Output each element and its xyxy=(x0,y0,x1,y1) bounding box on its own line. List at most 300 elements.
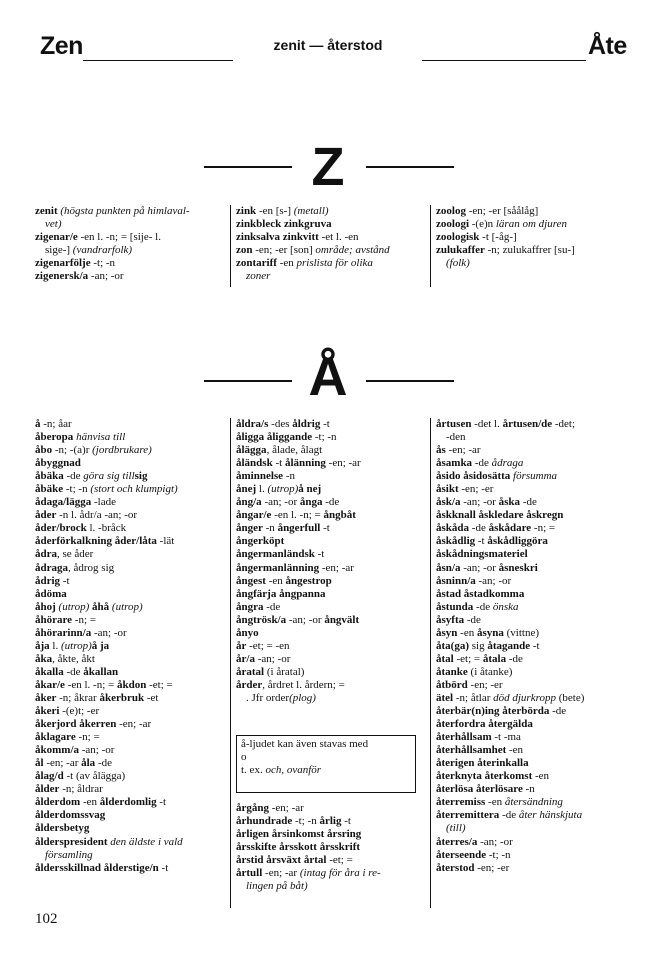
entry-headword: ås xyxy=(436,444,446,457)
entry-headword: ålägga xyxy=(236,444,267,457)
entry-headword: åskådlig xyxy=(436,535,476,548)
entry-grammar: -en xyxy=(532,770,550,783)
entry-grammar: -n; = xyxy=(75,731,100,744)
entry-headword: zontariff xyxy=(236,257,277,270)
dictionary-entry xyxy=(35,509,227,522)
entry-grammar: -en; -er xyxy=(467,678,503,691)
dictionary-entry xyxy=(436,770,632,783)
entry-headword: ångra xyxy=(236,600,264,613)
entry-grammar: (i åratal) xyxy=(264,665,305,678)
entry-grammar: -en l. -n; = [sije- l. xyxy=(77,231,161,244)
entry-headword: å ja xyxy=(91,639,110,652)
entry-headword: ångbåt xyxy=(323,509,356,522)
dictionary-entry xyxy=(436,231,628,244)
dictionary-entry xyxy=(35,862,227,875)
entry-grammar: -en xyxy=(276,257,297,270)
entry-headword: åtala xyxy=(482,652,507,665)
entry-headword: ådöma xyxy=(35,587,67,600)
entry-headword: ångest xyxy=(236,574,266,587)
note-line-3 xyxy=(241,764,411,777)
entry-headword: åskådliggöra xyxy=(487,535,548,548)
dictionary-entry xyxy=(35,205,227,218)
dictionary-entry xyxy=(35,849,227,862)
entry-headword: åstad åstadkomma xyxy=(436,587,525,600)
entry-headword: åsyfta xyxy=(436,613,465,626)
dictionary-entry xyxy=(436,457,632,470)
entry-headword: å xyxy=(35,418,41,430)
entry-grammar: -en; -ar xyxy=(325,457,361,470)
entry-definition: (till) xyxy=(446,822,466,835)
entry-headword: ådraga xyxy=(35,561,68,574)
entry-headword: zinksalva zinkvitt xyxy=(236,231,319,244)
dictionary-entry xyxy=(436,575,632,588)
entry-definition: ådraga xyxy=(491,457,524,470)
dictionary-entry xyxy=(35,731,227,744)
entry-headword: åska xyxy=(498,496,521,509)
entry-definition: (utrop) xyxy=(267,483,299,496)
section-z-dash-right xyxy=(366,166,454,168)
entry-headword: åsido åsidosätta xyxy=(436,470,511,483)
entry-grammar: -de xyxy=(263,600,281,613)
entry-headword: åbo xyxy=(35,444,53,457)
entry-headword: återigen återinkalla xyxy=(436,757,529,770)
section-a-column-2-continued xyxy=(236,802,426,893)
dictionary-entry xyxy=(436,483,632,496)
dictionary-entry xyxy=(436,796,632,809)
entry-grammar: -n; zulukaffrer [su-] xyxy=(484,244,575,257)
entry-grammar: -en xyxy=(80,796,100,809)
dictionary-entry xyxy=(35,522,227,535)
entry-grammar: -lät xyxy=(156,535,175,548)
dictionary-entry xyxy=(236,444,426,457)
entry-headword: åtbörd xyxy=(436,678,468,691)
entry-grammar: -de xyxy=(506,652,523,665)
dictionary-entry xyxy=(436,205,628,218)
entry-definition: zoner xyxy=(246,270,271,283)
left-guide-word: Zen xyxy=(40,32,83,60)
dictionary-entry xyxy=(436,836,632,849)
entry-definition: (plog) xyxy=(289,691,316,704)
entry-grammar: -lade xyxy=(91,496,116,509)
dictionary-entry xyxy=(35,457,227,470)
entry-grammar: -en l. -n; = xyxy=(64,678,117,691)
entry-grammar: -n xyxy=(262,522,278,535)
entry-headword: åtanke xyxy=(436,665,468,678)
dictionary-entry xyxy=(236,802,426,815)
entry-headword: årgång xyxy=(236,802,269,814)
entry-grammar: -en; -ar xyxy=(445,444,481,457)
entry-grammar: -n; = xyxy=(72,613,97,626)
column-rule xyxy=(230,418,231,908)
section-a-letter: Å xyxy=(308,347,348,407)
entry-grammar: -n; -(a)r xyxy=(52,444,93,457)
entry-headword: ålänning xyxy=(284,457,326,470)
entry-grammar: (bete) xyxy=(555,691,585,704)
entry-grammar: -et; = -en xyxy=(246,639,290,652)
entry-grammar: -de xyxy=(95,757,112,770)
dictionary-entry xyxy=(236,218,426,231)
entry-headword: zoologisk xyxy=(436,231,480,244)
entry-headword: åla xyxy=(81,757,96,770)
dictionary-entry xyxy=(35,601,227,614)
entry-headword: återremittera xyxy=(436,809,500,822)
entry-grammar: -(e)t; -er xyxy=(59,705,100,718)
dictionary-entry xyxy=(436,849,632,862)
dictionary-entry xyxy=(35,431,227,444)
entry-headword: ålderdomssvag xyxy=(35,809,106,822)
spelling-note-box xyxy=(236,735,416,793)
entry-grammar: -an; -or xyxy=(88,270,124,283)
entry-headword: åsk/a xyxy=(436,496,461,509)
entry-grammar: -den xyxy=(446,431,466,444)
dictionary-entry xyxy=(35,796,227,809)
dictionary-entry xyxy=(35,244,227,257)
dictionary-entry xyxy=(35,666,227,679)
entry-definition: önska xyxy=(492,600,519,613)
dictionary-entry xyxy=(35,653,227,666)
entry-definition: (jordbrukare) xyxy=(92,444,152,457)
entry-definition: (intag för åra i re- xyxy=(299,867,381,880)
dictionary-entry xyxy=(35,836,227,849)
section-z-column-3 xyxy=(436,205,628,270)
dictionary-entry xyxy=(436,679,632,692)
entry-headword: återbär(n)ing återbörda xyxy=(436,705,550,718)
entry-headword: åldersbetyg xyxy=(35,822,90,835)
entry-headword: ångermanlänning xyxy=(236,561,320,574)
entry-headword: åskåda xyxy=(436,522,470,535)
entry-headword: åja xyxy=(35,639,50,652)
dictionary-entry xyxy=(35,718,227,731)
header-rule-right xyxy=(422,60,586,61)
dictionary-entry xyxy=(236,457,426,470)
entry-grammar: -det; xyxy=(552,418,576,430)
dictionary-entry xyxy=(436,601,632,614)
section-a-column-1 xyxy=(35,418,227,875)
entry-grammar: -det l. xyxy=(471,418,503,430)
dictionary-entry xyxy=(236,880,426,893)
dictionary-entry xyxy=(35,231,227,244)
entry-grammar: -des xyxy=(268,418,293,430)
dictionary-entry xyxy=(236,483,426,496)
entry-grammar: -n; åldrar xyxy=(59,783,103,796)
section-z-letter: Z xyxy=(311,137,345,197)
entry-grammar: -en xyxy=(265,574,286,587)
entry-grammar: -(e)n xyxy=(469,218,496,231)
entry-headword: ådra xyxy=(35,548,57,561)
entry-grammar: -de xyxy=(473,600,493,613)
entry-headword: år xyxy=(236,639,247,652)
entry-grammar: sig xyxy=(469,639,488,652)
entry-grammar: -de xyxy=(322,496,340,509)
entry-headword: ådaga/lägga xyxy=(35,496,92,509)
note-example-prefix: t. ex. xyxy=(241,764,266,776)
entry-definition: församling xyxy=(45,848,93,861)
entry-headword: åsyna xyxy=(476,626,504,639)
dictionary-entry xyxy=(35,744,227,757)
entry-headword: åldrig xyxy=(292,418,321,430)
dictionary-entry xyxy=(35,770,227,783)
dictionary-entry xyxy=(236,692,426,705)
entry-headword: åberopa xyxy=(35,431,74,444)
entry-headword: år/a xyxy=(236,652,255,665)
column-rule xyxy=(230,205,231,287)
entry-headword: återknyta återkomst xyxy=(436,770,533,783)
dictionary-entry xyxy=(35,496,227,509)
entry-grammar: -an; -or xyxy=(460,496,499,509)
entry-grammar: -et; = xyxy=(326,854,353,867)
dictionary-entry xyxy=(436,653,632,666)
entry-headword: ålderdomlig xyxy=(99,796,157,809)
dictionary-entry xyxy=(35,640,227,653)
entry-headword: åkar/e xyxy=(35,678,65,691)
section-a-column-3 xyxy=(436,418,632,875)
entry-headword: åsyn xyxy=(436,626,458,639)
entry-definition: läran om djuren xyxy=(495,218,567,231)
dictionary-entry xyxy=(35,588,227,601)
entry-grammar: -t xyxy=(320,418,330,430)
entry-grammar: -n l. ådr/a -an; -or xyxy=(56,509,138,522)
dictionary-entry xyxy=(35,614,227,627)
entry-headword: zenit xyxy=(35,205,58,217)
entry-headword: zoologi xyxy=(436,218,469,231)
entry-headword: århundrade xyxy=(236,815,293,828)
entry-headword: ånga xyxy=(299,496,323,509)
entry-grammar: -et l. -en xyxy=(318,231,359,244)
dictionary-entry xyxy=(436,444,632,457)
dictionary-entry xyxy=(236,562,426,575)
dictionary-entry xyxy=(35,692,227,705)
dictionary-entry xyxy=(35,257,227,270)
dictionary-entry xyxy=(236,244,426,257)
dictionary-entry xyxy=(436,757,632,770)
entry-headword: återfordra återgälda xyxy=(436,718,533,731)
entry-grammar: -n; åtlar xyxy=(453,691,494,704)
entry-grammar: -en; -ar xyxy=(269,802,304,814)
entry-headword: åskknall åskledare åskregn xyxy=(436,509,564,522)
dictionary-entry xyxy=(236,548,426,561)
dictionary-entry xyxy=(436,705,632,718)
dictionary-entry xyxy=(35,822,227,835)
entry-grammar: l. xyxy=(49,639,61,652)
entry-definition: (utrop) xyxy=(60,639,92,652)
entry-headword: åldersskillnad ålderstige/n xyxy=(35,861,159,874)
entry-grammar: -an; -or xyxy=(286,613,325,626)
entry-headword: åstunda xyxy=(436,600,474,613)
dictionary-entry xyxy=(35,575,227,588)
dictionary-entry xyxy=(436,244,628,257)
dictionary-entry xyxy=(35,627,227,640)
column-rule xyxy=(430,205,431,287)
entry-grammar: (vittne) xyxy=(503,626,539,639)
dictionary-entry xyxy=(436,822,632,835)
entry-headword: årlig xyxy=(319,815,342,828)
header-center-range: zenit — återstod xyxy=(273,37,383,53)
entry-definition: hänvisa till xyxy=(76,431,126,444)
dictionary-entry xyxy=(35,679,227,692)
entry-headword: åhå xyxy=(89,600,110,613)
entry-grammar: -t (av ålägga) xyxy=(63,770,126,783)
section-a-column-2 xyxy=(236,418,426,705)
entry-headword: zulukaffer xyxy=(436,244,485,257)
entry-grammar: -an; -or xyxy=(475,574,512,587)
entry-headword: åbäka xyxy=(35,470,64,483)
entry-definition: prislista för olika xyxy=(296,257,373,270)
entry-definition: lingen på båt) xyxy=(246,880,308,893)
entry-headword: sig xyxy=(134,470,148,483)
entry-grammar: -an; -or xyxy=(460,561,499,574)
entry-grammar: -t -ma xyxy=(491,731,521,744)
entry-definition: (stort och klumpigt) xyxy=(90,483,178,496)
entry-grammar: -en l. -n; = xyxy=(271,509,324,522)
dictionary-entry xyxy=(236,828,426,841)
entry-headword: zoolog xyxy=(436,205,466,217)
entry-definition: (folk) xyxy=(446,257,470,270)
entry-grammar: -de xyxy=(472,457,492,470)
entry-headword: zigenersk/a xyxy=(35,270,89,283)
entry-grammar: , se åder xyxy=(57,548,94,561)
entry-headword: zigenar/e xyxy=(35,231,78,244)
dictionary-entry xyxy=(236,815,426,828)
dictionary-entry xyxy=(436,562,632,575)
dictionary-entry xyxy=(436,588,632,601)
entry-headword: åder/brock xyxy=(35,522,87,535)
entry-headword: åbäke xyxy=(35,483,64,496)
entry-headword: zinkbleck zinkgruva xyxy=(236,218,332,231)
entry-definition: den äldste i vald xyxy=(110,835,183,848)
entry-headword: ål xyxy=(35,757,44,770)
entry-grammar: . Jfr order xyxy=(246,691,290,704)
dictionary-entry xyxy=(236,627,426,640)
dictionary-entry xyxy=(436,431,632,444)
dictionary-entry xyxy=(436,548,632,561)
dictionary-entry xyxy=(236,431,426,444)
entry-headword: åsikt xyxy=(436,483,459,496)
entry-headword: åhörarinn/a xyxy=(35,626,92,639)
entry-grammar: -de xyxy=(520,496,537,509)
entry-headword: årtusen xyxy=(436,418,472,430)
dictionary-entry xyxy=(436,627,632,640)
dictionary-entry xyxy=(436,692,632,705)
entry-headword: ångvält xyxy=(324,613,360,626)
entry-definition: göra sig till xyxy=(83,470,135,483)
dictionary-entry xyxy=(236,205,426,218)
entry-headword: åkalla xyxy=(35,665,64,678)
dictionary-entry xyxy=(35,809,227,822)
entry-grammar: -t xyxy=(60,574,70,587)
entry-headword: åskådningsmateriel xyxy=(436,548,528,561)
entry-grammar: -t; -n xyxy=(486,848,511,861)
entry-definition: område; avstånd xyxy=(315,244,390,257)
entry-headword: åsn/a xyxy=(436,561,461,574)
entry-headword: åta(ga) xyxy=(436,639,469,652)
dictionary-entry xyxy=(236,418,426,431)
entry-definition: (utrop) xyxy=(109,600,143,613)
entry-headword: åklagare xyxy=(35,731,76,744)
running-header xyxy=(0,0,656,80)
entry-grammar: -en; -er [såålåg] xyxy=(465,205,539,217)
entry-headword: återhållsam xyxy=(436,731,492,744)
entry-grammar: -en; -ar xyxy=(43,757,82,770)
entry-headword: årligen årsinkomst årsring xyxy=(236,828,362,841)
entry-headword: ålder xyxy=(35,783,60,796)
entry-grammar: sige-] xyxy=(45,244,73,257)
entry-headword: ångerköpt xyxy=(236,535,285,548)
dictionary-entry xyxy=(236,535,426,548)
page-number: 102 xyxy=(35,911,58,927)
entry-definition: (vandrarfolk) xyxy=(72,244,133,257)
entry-grammar: -t; -n xyxy=(292,815,320,828)
entry-headword: åker xyxy=(35,691,57,704)
entry-grammar: -en; -ar xyxy=(116,718,152,731)
entry-headword: åsneskri xyxy=(498,561,538,574)
entry-grammar: -t xyxy=(158,861,169,874)
entry-headword: åbyggnad xyxy=(35,457,81,470)
dictionary-entry xyxy=(436,418,632,431)
entry-grammar: -t xyxy=(156,796,167,809)
dictionary-entry xyxy=(436,666,632,679)
dictionary-entry xyxy=(35,483,227,496)
entry-headword: åhoj xyxy=(35,600,56,613)
dictionary-entry xyxy=(236,509,426,522)
entry-headword: åkerjord åkerren xyxy=(35,718,117,731)
entry-headword: ålag/d xyxy=(35,770,64,783)
entry-grammar: -t; -n xyxy=(312,431,337,444)
note-example-words: och, ovanför xyxy=(265,764,322,776)
entry-headword: åtal xyxy=(436,652,454,665)
entry-definition: återsändning xyxy=(504,796,563,809)
entry-grammar: -t; -n xyxy=(63,483,91,496)
section-a-dash-right xyxy=(366,380,454,382)
entry-grammar: , ålade, ålagt xyxy=(266,444,323,457)
entry-grammar: -t xyxy=(530,639,540,652)
entry-grammar: -n; åar xyxy=(40,418,72,430)
entry-definition: försumma xyxy=(513,470,558,483)
dictionary-entry xyxy=(436,640,632,653)
entry-grammar: -en xyxy=(457,626,477,639)
entry-headword: ålderdom xyxy=(35,796,81,809)
entry-grammar: -et xyxy=(144,691,159,704)
dictionary-entry xyxy=(236,270,426,283)
entry-grammar: (i åtanke) xyxy=(467,665,513,678)
entry-headword: åkallan xyxy=(83,665,119,678)
dictionary-entry xyxy=(236,601,426,614)
entry-grammar: -t [-åg-] xyxy=(479,231,517,244)
note-line-2: o xyxy=(241,751,247,763)
entry-grammar: -et; = xyxy=(453,652,483,665)
entry-headword: åländsk xyxy=(236,457,273,470)
dictionary-entry xyxy=(236,841,426,854)
entry-headword: åkdon xyxy=(116,678,147,691)
entry-grammar: -t xyxy=(475,535,488,548)
entry-grammar: -en; -er xyxy=(458,483,494,496)
entry-grammar: -n; åkrar xyxy=(56,691,100,704)
entry-headword: åkeri xyxy=(35,705,60,718)
dictionary-entry xyxy=(436,496,632,509)
entry-headword: åminnelse xyxy=(236,470,284,483)
dictionary-entry xyxy=(236,588,426,601)
dictionary-entry xyxy=(236,867,426,880)
entry-grammar: -en xyxy=(506,744,524,757)
entry-headword: återstod xyxy=(436,861,475,874)
entry-headword: åkomm/a xyxy=(35,744,79,757)
dictionary-entry xyxy=(436,535,632,548)
entry-definition: vet) xyxy=(45,218,62,231)
entry-grammar: -en; -ar xyxy=(262,867,300,880)
entry-grammar: -t xyxy=(341,815,351,828)
entry-grammar: -t xyxy=(320,522,330,535)
dictionary-entry xyxy=(436,731,632,744)
entry-headword: åtagande xyxy=(487,639,531,652)
